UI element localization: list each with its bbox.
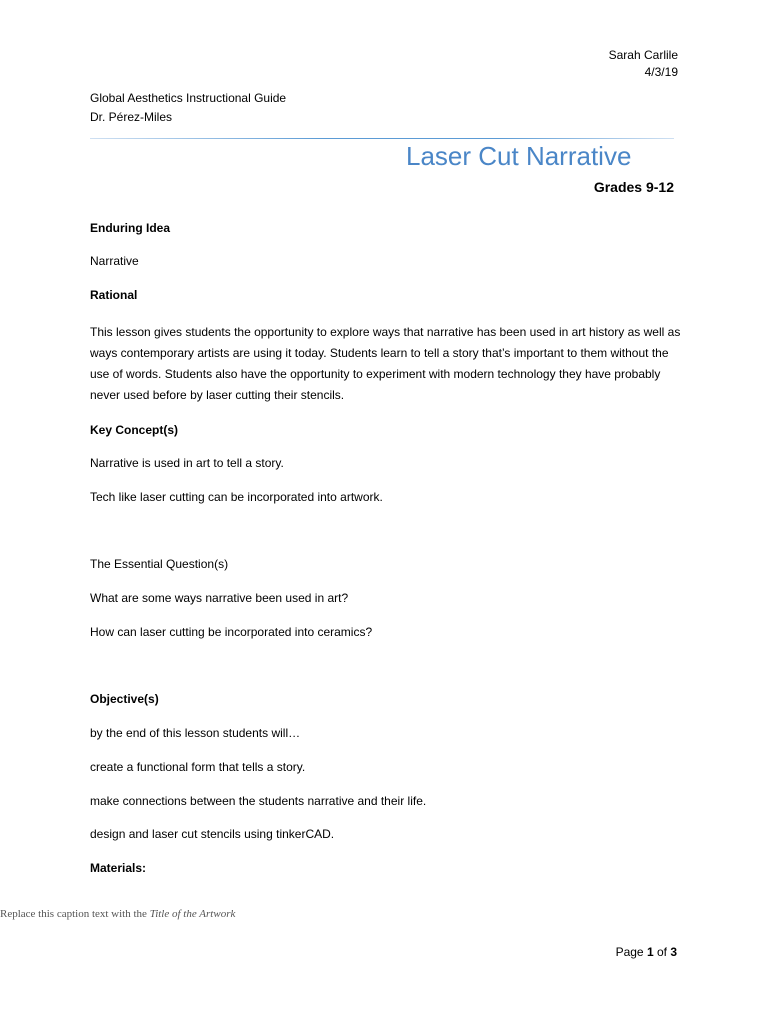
caption-text: Replace this caption text with the [0,908,150,920]
enduring-idea-heading: Enduring Idea [90,221,171,235]
objectives-intro: by the end of this lesson students will… [90,726,301,740]
key-concept-item: Narrative is used in art to tell a story. [90,456,284,470]
grade-level: Grades 9-12 [593,179,674,195]
key-concept-item: Tech like laser cutting can be incorporated into artwork. [90,490,383,504]
page-current: 1 [646,945,654,959]
essential-question-item: How can laser cutting be incorporated into ceramics? [90,625,373,639]
objective-item: create a functional form that tells a story. [90,760,306,774]
essential-questions-heading: The Essential Question(s) [90,557,229,571]
key-concepts-heading: Key Concept(s) [90,423,179,437]
image-caption [0,908,235,920]
rational-paragraph: This lesson gives students the opportunity to explore ways that narrative has been used in art history as well as ways contemporary artists are using it today. Students learn to tell a story that’s important to them without the use of words. Students also have the opportunity to experiment with modern technology they have probably never used before by laser cutting their stencils. [90,325,681,402]
objective-item: make connections between the students narrative and their life. [90,794,427,808]
essential-question-item: What are some ways narrative been used in art? [90,591,349,605]
page-label: Page [615,945,647,959]
page-title: Laser Cut Narrative [406,141,632,171]
objective-item: design and laser cut stencils using tinkerCAD. [90,827,335,841]
objectives-heading: Objective(s) [90,692,159,706]
guide-title: Global Aesthetics Instructional Guide [90,91,287,105]
page-number [616,945,677,959]
page-total: 3 [670,945,677,959]
caption-artwork-title: Title of the Artwork [149,908,236,920]
author-name: Sarah Carlile [608,48,678,62]
enduring-idea-text: Narrative [90,254,139,268]
instructor-name: Dr. Pérez-Miles [90,110,173,124]
materials-heading: Materials: [90,861,147,875]
header-divider [90,138,674,139]
rational-heading: Rational [90,288,138,302]
document-date: 4/3/19 [644,65,678,79]
page-of-label: of [653,945,671,959]
